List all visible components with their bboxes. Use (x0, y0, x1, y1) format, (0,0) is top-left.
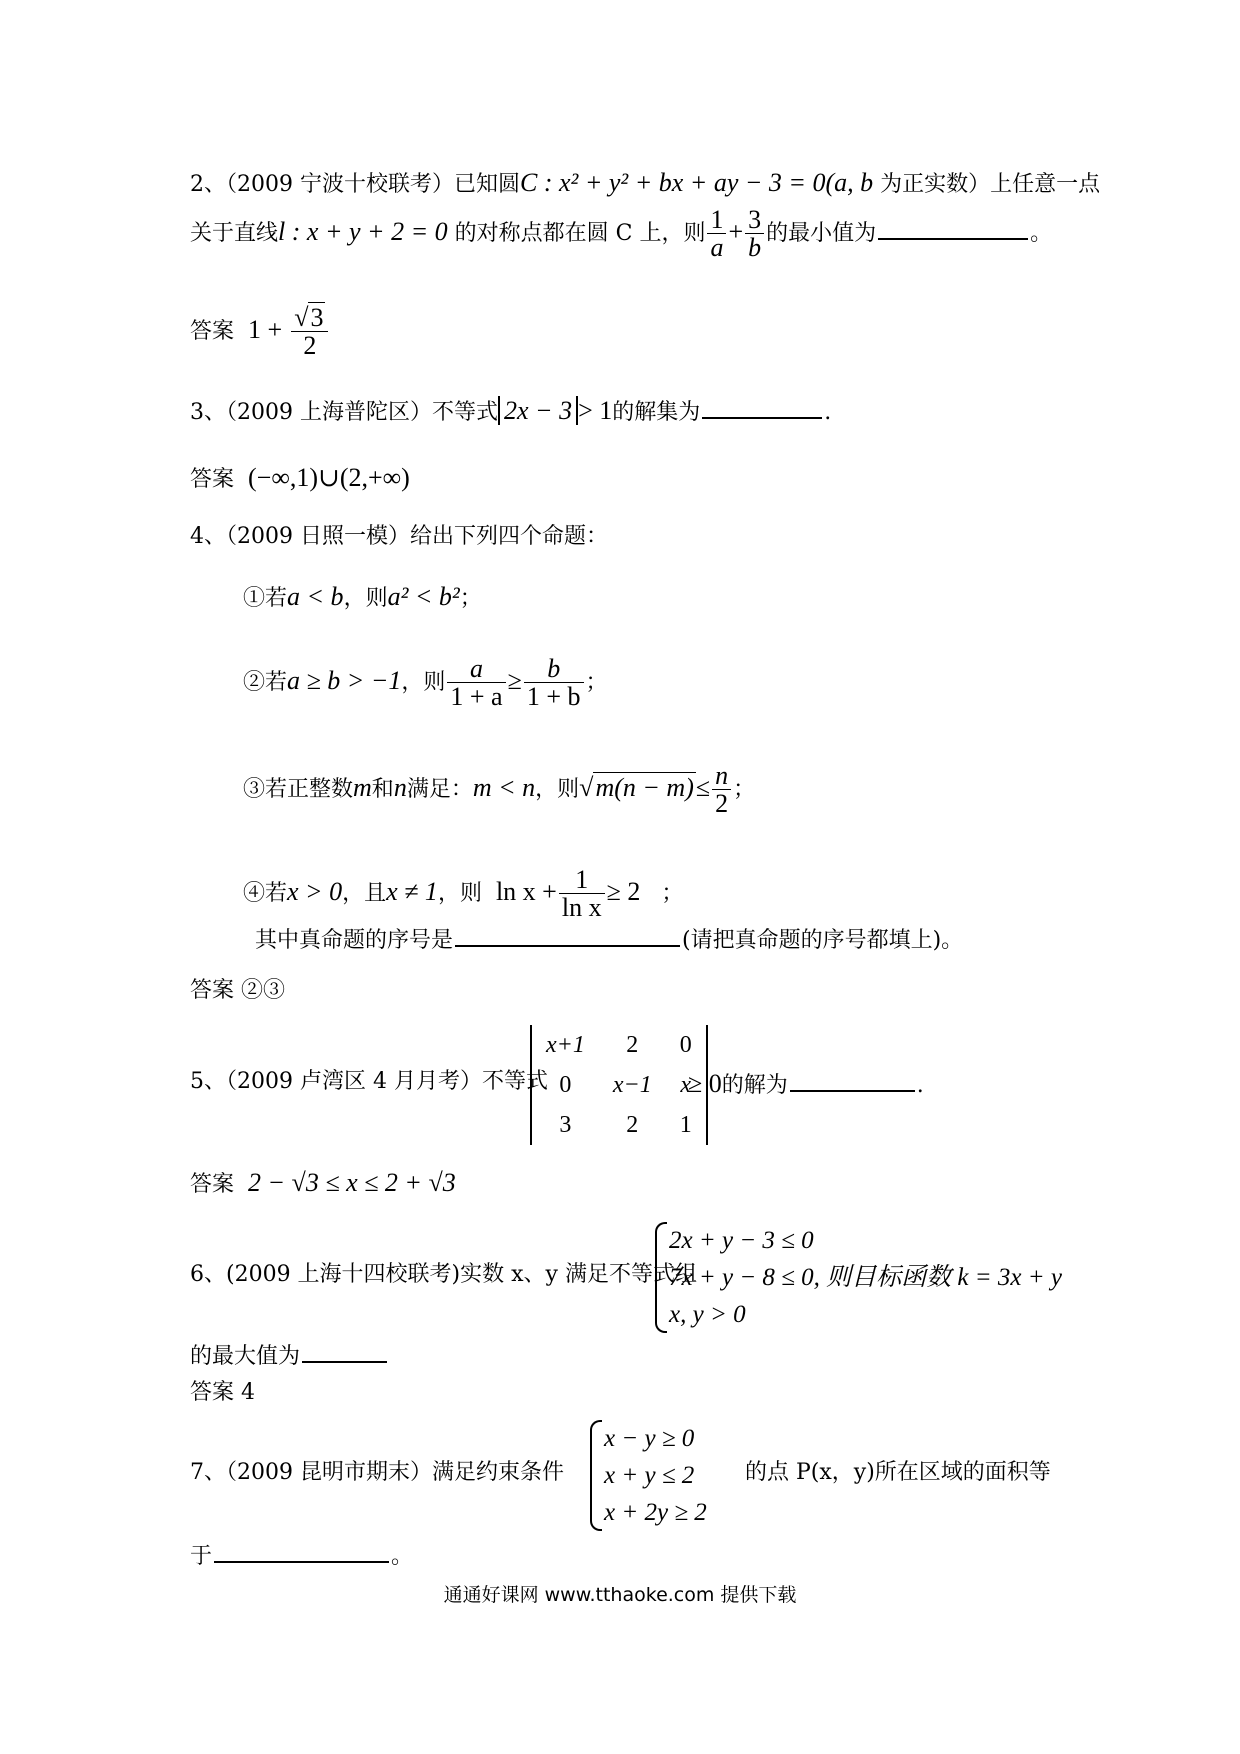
q2-line-equation: l : x + y + 2 = 0 (278, 216, 448, 246)
q3-answer-label: 答案 (190, 467, 235, 492)
q2-answer-fraction: $\frac{√3}{2}$ (291, 304, 328, 360)
q7-answer-blank[interactable] (214, 1560, 389, 1563)
q2-circle-equation: C : x² + y² + bx + ay − 3 = 0(a, b (519, 168, 874, 197)
q7-constraint-system: x − y ≥ 0 x + y ≤ 2 x + 2y ≥ 2 (590, 1420, 707, 1531)
q6-answer-label: 答案 (190, 1380, 235, 1405)
q5-prefix: 5、（2009 卢湾区 4 月月考）不等式 (190, 1069, 548, 1094)
q2-line1 (190, 170, 1100, 196)
q3-answer-blank[interactable] (702, 416, 822, 419)
q6-answer-value: 4 (241, 1380, 256, 1405)
q4-answer (190, 980, 285, 1002)
q2-line2-prefix: 关于直线 (190, 220, 279, 246)
q5-answer-label: 答案 (190, 1172, 235, 1197)
q2-circle-note: 为正实数）上任意一点 (873, 172, 1101, 197)
q6-inequality-system: 2x + y − 3 ≤ 0 7x + y − 8 ≤ 0, 则目标函数 k = 3x + y x, y > 0 (655, 1222, 1062, 1333)
q5-answer (190, 1170, 456, 1196)
q2-line2-suffix: 的最小值为 (766, 220, 877, 246)
q2-answer (190, 304, 330, 360)
q6-answer-blank[interactable] (302, 1360, 387, 1363)
q2-plus: + (728, 216, 744, 246)
q5-determinant: x+1 2 0 0 x−1 x 3 2 1 (530, 1025, 708, 1145)
q3-suffix: 的解集为 (612, 400, 701, 425)
q2-end: 。 (1030, 220, 1053, 246)
q5-line (190, 1071, 548, 1093)
q3-line (190, 398, 831, 424)
q4-proposition-1: ①若a < b，则a² < b²； (243, 582, 482, 611)
q4-answer-value: ②③ (241, 978, 286, 1003)
q2-fraction-1: $\frac{1}{a}$ (707, 206, 726, 262)
q4-answer-blank[interactable] (455, 944, 680, 947)
q6-line (190, 1264, 697, 1286)
q4-question: 其中真命题的序号是 (请把真命题的序号都填上)。 (255, 928, 964, 953)
q5-tail: ≥ 0的解为 . (688, 1069, 924, 1098)
q2-answer-blank[interactable] (878, 237, 1028, 240)
q6-prefix: 6、(2009 上海十四校联考)实数 x、y 满足不等式组 (190, 1262, 697, 1287)
q3-answer (190, 465, 410, 491)
q2-fraction-2: $\frac{3}{b}$ (745, 206, 764, 262)
q4-answer-label: 答案 (190, 978, 235, 1003)
q4-proposition-4: ④若x > 0，且x ≠ 1，则 ln x + $\frac{1}{\text{ln x}}$ ≥ 2 ； (243, 865, 684, 923)
q4-intro: 4、（2009 日照一模）给出下列四个命题： (190, 524, 608, 549)
q3-rhs: > 1 (578, 396, 613, 425)
q6-answer (190, 1382, 255, 1404)
q4-proposition-2: ②若a ≥ b > −1，则 $\frac{a}{1 + a}$ ≥ $\frac{b}{1 + b}$ ； (243, 654, 608, 712)
q3-answer-value: (−∞,1)∪(2,+∞) (248, 463, 410, 492)
q2-answer-prefix: 1 + (248, 314, 283, 344)
q7-prefix: 7、（2009 昆明市期末）满足约束条件 (190, 1460, 564, 1485)
q2-line2-mid: 的对称点都在圆 C 上，则 (447, 220, 706, 246)
q2-line2 (190, 206, 1052, 262)
q4-proposition-3: ③若正整数m和n满足：m < n，则√m(n − m)≤ $\frac{n}{2}$ ； (243, 761, 756, 819)
q5-answer-blank[interactable] (790, 1089, 915, 1092)
q2-prefix: 2、（2009 宁波十校联考）已知圆 (190, 172, 520, 197)
q2-answer-label: 答案 (190, 318, 235, 344)
q3-prefix: 3、（2009 上海普陀区）不等式 (190, 400, 498, 425)
page-footer: 通通好课网 www.tthaoke.com 提供下载 (443, 1584, 797, 1606)
q7-line2: 于 。 (190, 1544, 414, 1569)
q5-answer-value: 2 − √3 ≤ x ≤ 2 + √3 (248, 1168, 456, 1197)
q3-end: . (824, 400, 832, 425)
q7-tail: 的点 P(x，y)所在区域的面积等 (745, 1460, 1051, 1485)
q3-absolute-value: 2x − 3 (498, 396, 578, 425)
q7-line (190, 1462, 564, 1484)
q6-line2: 的最大值为 (190, 1346, 389, 1368)
